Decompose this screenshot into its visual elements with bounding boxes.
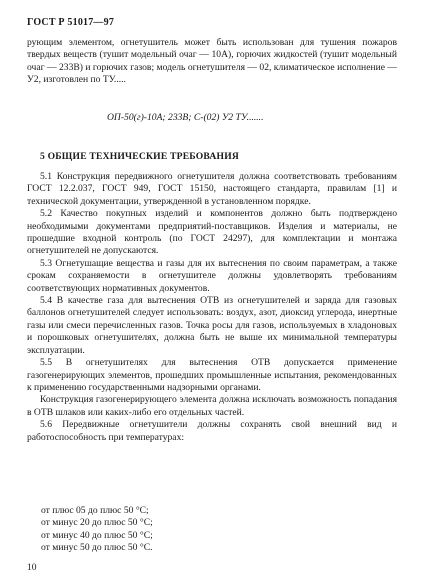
temperature-range-item: от минус 40 до плюс 50 °С;	[41, 529, 153, 541]
temperature-range-item: от плюс 05 до плюс 50 °С;	[41, 505, 149, 516]
intro-block	[27, 37, 397, 87]
temperature-list	[41, 505, 153, 555]
paragraph-5-1: 5.1 Конструкция передвижного огнетушителя должна соответствовать требованиям ГОСТ 12.2.037, ГОСТ 949, ГОСТ 15150, настоящего стандарта, правилам [1] и технической документации, утвержденной в установленном порядке.	[27, 171, 397, 207]
paragraph-5-2: 5.2 Качество покупных изделий и компонентов должно быть подтверждено необходимыми документами предприятий-поставщиков. Изделия и материалы, не прошедшие входной контроль (по ГОСТ 24297), для комплектации и монтажа огнетушителей не допускаются.	[27, 208, 397, 257]
paragraph-5-5: 5.5 В огнетушителях для вытеснения ОТВ допускается применение газогенерирующих элементов, прошедших промышленные испытания, рекомендованных к применению государственными надзорными органами.	[27, 357, 397, 393]
paragraph-5-3: 5.3 Огнетушащие вещества и газы для их вытеснения по своим параметрам, а также срокам сохраняемости в огнетушителе должны удовлетворять требованиям соответствующих нормативных документов.	[27, 257, 397, 294]
standard-header: ГОСТ Р 51017—97	[27, 17, 115, 28]
temperature-range-item: от минус 20 до плюс 50 °С;	[41, 517, 153, 529]
paragraph-5-4: 5.4 В качестве газа для вытеснения ОТВ из огнетушителей и заряда для газовых баллонов огнетушителей следует использовать: воздух, азот, диоксид углерода, инертные газы или смеси перечисленных газов. Точка росы для газов, используемых в хладоновых и порошковых огнетушителях, должна быть не выше их минимальной температуры эксплуатации.	[27, 295, 397, 356]
intro-paragraph: рующим элементом, огнетушитель может быть использован для тушения пожаров твердых веществ (тушит модельный очаг — 10А), горючих жидкостей (тушит модельный очаг — 233В) и горючих газов; модель огнетушителя — 02, климатическое исполнение — У2, изготовлен по ТУ.....	[27, 37, 397, 86]
designation-formula: ОП-50(г)-10А; 233В; С-(02) У2 ТУ.......	[107, 112, 264, 123]
section-title: 5 ОБЩИЕ ТЕХНИЧЕСКИЕ ТРЕБОВАНИЯ	[40, 151, 240, 162]
temperature-range-item: от минус 50 до плюс 50 °С.	[41, 542, 153, 554]
paragraph-5-6: 5.6 Передвижные огнетушители должны сохранять свой внешний вид и работоспособность при температурах:	[27, 419, 397, 443]
paragraph-gas-element: Конструкция газогенерирующего элемента должна исключать возможность попадания в ОТВ шлаков или каких-либо его отдельных частей.	[27, 394, 397, 418]
page-number: 10	[27, 562, 37, 573]
section-body	[27, 171, 397, 444]
